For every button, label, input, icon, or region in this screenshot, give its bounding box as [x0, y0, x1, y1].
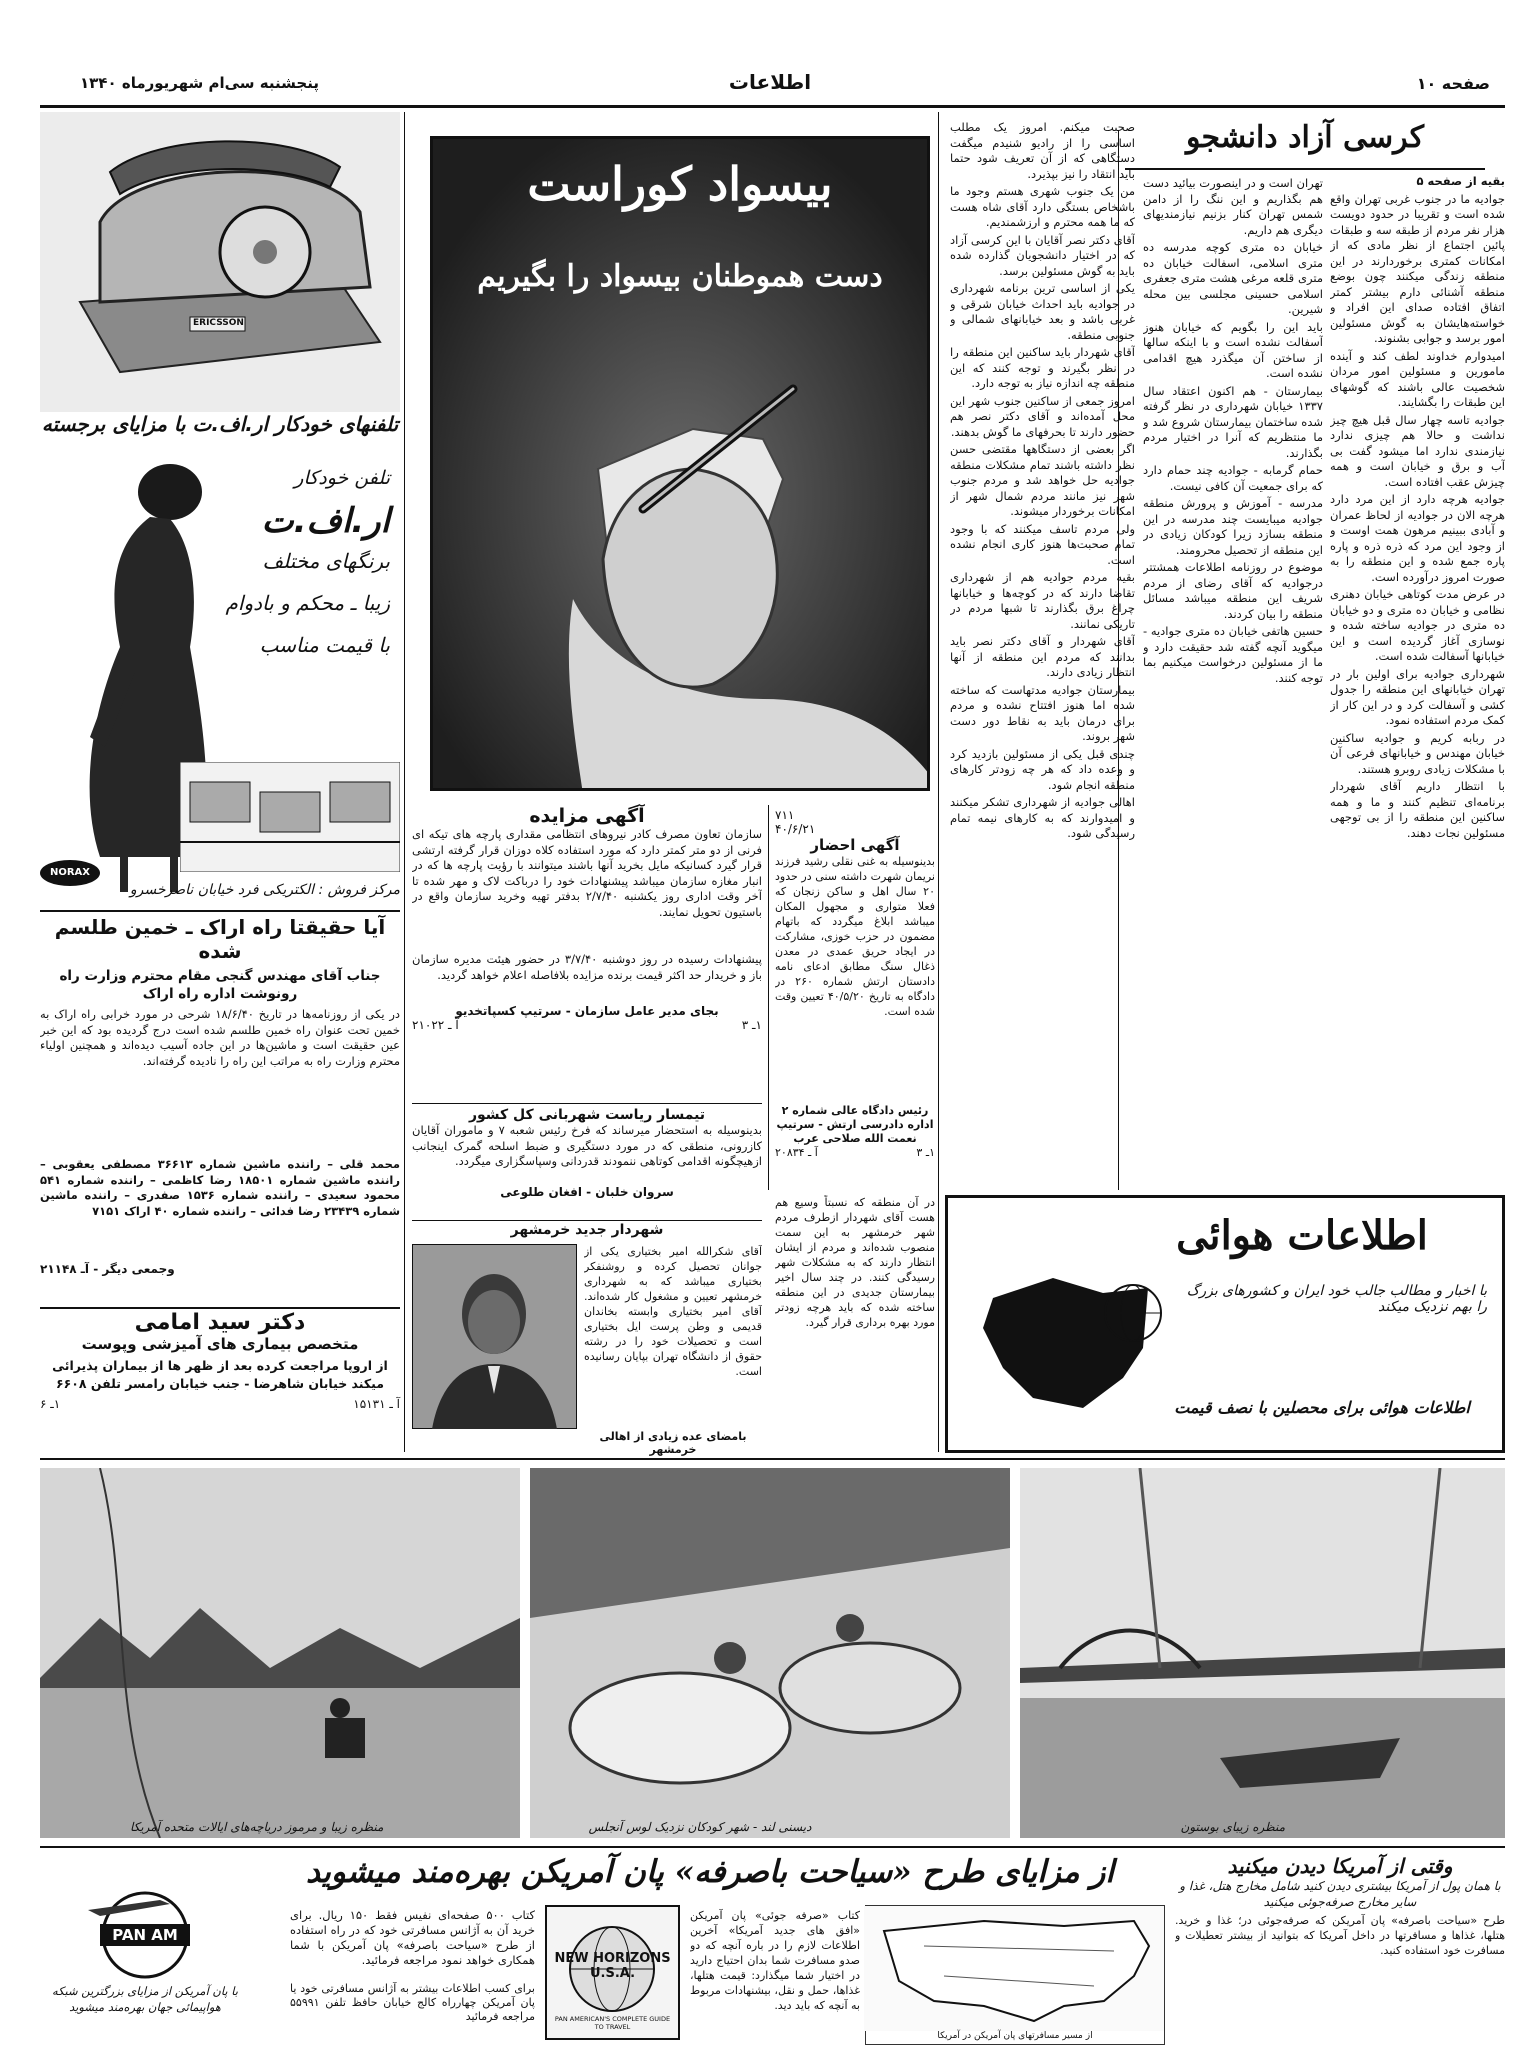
paragraph: بقيه مردم جواديه هم از شهرداری تقاضا دارند که در کوچه‌ها و خيابانها چراغ برق بگذارند تا شبها مردم در تاريکی نمانند. — [950, 570, 1135, 631]
paragraph: چندی قبل يکی از مسئولين بازديد کرد و وعده داد که هر چه زودتر کارهای منطقه انجام شود. — [950, 746, 1135, 792]
paragraph: بايد اين را بگويم که خيابان هنوز آسفالت نشده است و با اينکه سالها از ساختن آن ميگذرد هيچ اقدامی نشده است. — [1143, 319, 1323, 380]
hand-drawing — [433, 139, 930, 791]
paragraph: جواديه ما در جنوب غربی تهران واقع شده است و تقريبا در حدود دويست هزار نفر مردم از طبقه سه و طبقات پائين اجتماع از نظر مادی که از امکانات کمتری برخوردارند در اين منطقه زندگی ميکنند چون بوضع منطقه آشنائی دارم بيشتر کمتر اتفاق افتاده صدای اين افراد و خواسته‌هايشان به گوش مسئولين امور برسد و جوابی بشنوند. — [1330, 191, 1505, 345]
book-subtitle: PAN AMERICAN'S COMPLETE GUIDE TO TRAVEL — [554, 2015, 671, 2031]
ad-feature-list — [205, 467, 390, 657]
ad-slogan: تلفنهای خودکار ار.اف.ت با مزایای برجسته — [41, 412, 399, 436]
article-subhead: جناب آقای مهندس گنجی مقام محترم وزارت راه رونوشت اداره راه اراک — [59, 968, 381, 1002]
ad-subline: دست هموطنان بیسواد را بگیریم — [477, 259, 883, 294]
code-text: آ ـ ۲۱۰۲۲ — [412, 1018, 459, 1032]
paragraph: آقای شهردار بايد ساکنين اين منطقه را در نظر بگيرند و توجه کنند که اين منطقه چه اندازه نياز به توجه دارد. — [950, 345, 1135, 390]
boston-garden-scene — [1020, 1468, 1505, 1838]
boston-photo — [1020, 1468, 1505, 1838]
notice-signature: رئیس دادگاه عالی شماره ۲ اداره دادرسی ارتش - سرتیپ نعمت الله صلاحی عرب — [776, 1104, 934, 1145]
notice-codes — [412, 1018, 762, 1032]
paragraph: يکی از اساسی ترين برنامه شهرداری در جواديه بايد احداث خيابان شرقی و غربی باشد و بعد خيابانهای شمالی و جنوبی منطقه. — [950, 281, 1135, 342]
paragraph: اگر بعضی از دستگاهها مقتضی حسن نظر داشته باشند تمام مشکلات منطقه جواديه حل خواهد شد و مردم جنوب شهر نيز مانند مردم شمال شهر از امکانات برخوردار ميشوند. — [950, 442, 1135, 518]
phone-brand: ERICSSON — [193, 318, 244, 328]
dealer-line: مرکز فروش : الکتریکی فرد خیابان ناصرخسرو — [129, 882, 400, 898]
summons-date: ۴۰/۶/۲۱ — [775, 822, 816, 836]
forum-text-col1 — [1330, 174, 1505, 1189]
feature-line: زیبا ـ محکم و بادوام — [225, 591, 390, 615]
continued-article: در آن منطقه که نسبتاً وسیع هم هست آقای شهردار ازطرف مردم شهر خرمشهر به این سمت منصوب شده‌اند و مردم از ایشان انتظار دارند که به مشکلات شهر رسیدگی کنند. در چند سال اخیر بیمارستان جدیدی در این منطقه ساخته شده که باید هرچه زودتر مورد بهره برداری قرار گیرد. — [775, 1196, 935, 1329]
date-line: پنجشنبه سی‌ام شهریورماه ۱۳۴۰ — [80, 74, 319, 92]
doctor-details: از اروپا مراجعت کرده بعد از ظهر ها از بیماران پذیرائی میکند خیابان شاهرضا - جنب خیابان رامسر تلفن ۶۶۰۸ — [52, 1358, 388, 1391]
section-rule — [40, 1458, 1505, 1460]
paragraph: حسين هاتفی خيابان ده متری جواديه - ميگويد آنچه گفته شد حقيقت دارد و ما از مسئولين درخواست ميکنيم بما توجه کنند. — [1143, 624, 1323, 685]
airmail-ad — [945, 1195, 1505, 1453]
iran-map-icon — [973, 1268, 1163, 1418]
feature-line: ار.اف.ت — [261, 501, 390, 541]
notice-codes — [775, 1146, 935, 1159]
photo-caption: منظره زیبا و مرموز دریاچه‌های ایالات متحده آمریکا — [130, 1820, 384, 1834]
panam-left-block — [1175, 1854, 1505, 2044]
norax-badge: NORAX — [40, 860, 100, 886]
notice-title: آگهی احضار — [810, 836, 900, 854]
paragraph: بيمارستان جواديه مدتهاست که ساخته شده اما هنوز افتتاح نشده و مردم برای درمان بايد به نقاط دور دست شهر بروند. — [950, 682, 1135, 743]
article-signature: وجمعی دیگر - آـ ۲۱۱۴۸ — [40, 1262, 175, 1276]
doctor-specialty: متخصص بیماری های آمیزشی وپوست — [81, 1335, 359, 1353]
ad-body: طرح «سیاحت باصرفه» پان آمریکن که صرفه‌جوئی در؛ غذا و خرید. هتلها، غذاها و مسافرتها در داخل آمریکا که بتوانید از بیشتر تعطیلات و مسافرت خود استفاده کنید. — [1175, 1914, 1505, 1957]
code-text: ۱ـ ۳ — [741, 1018, 762, 1032]
article-headline: آیا حقیقتا راه اراک ـ خمین طلسم شده — [54, 915, 386, 963]
usa-map-icon — [864, 1906, 1164, 2031]
panam-ad — [40, 1850, 1505, 2045]
ad-title: وقتی از آمریکا دیدن میکنید — [1227, 1854, 1453, 1878]
notice-signature: سروان خلبان - افغان طلوعی — [500, 1185, 674, 1199]
continued-note: بقیه از صفحه ۵ — [1416, 174, 1505, 188]
notice-title: تیمسار ریاست شهربانی کل کشور — [468, 1107, 706, 1123]
notice-body: بدینوسیله به غنی نقلی رشید فرزند نریمان شهرت داشته سنی در حدود ۲۰ سال اهل و ساکن زنجان که فعلا متواری و مجهول المکان میباشد ابلاغ میگردد که باتهام مضمون در حزب خوزی، مشارکت در ایجاد حریق عمدی در معدن ذغال سنگ مطابق ادعای نامه دادستان ارتش شماره ۲۶۰ در دادگاه به تاریخ ۴۰/۵/۲۰ تعیین وقت شده است. — [775, 855, 935, 1018]
logo-text: PAN AM — [112, 1926, 178, 1944]
feature-line: برنگهای مختلف — [262, 549, 390, 573]
article-title: کرسی آزاد دانشجو — [1185, 120, 1425, 155]
notice-body: بدینوسیله به استحضار میرساند که فرخ رئیس شعبه ۷ و ماموران آقایان کازرونی، منطقی که در مورد دستگیری و ضبط اسلحه گمرک اینجانب ازهیچگونه اقدامی کوتاهی ننمودند قدردانی وسپاسگزاری میگردد. — [412, 1123, 762, 1168]
telephone-icon — [40, 112, 400, 412]
forum-text-col3 — [950, 118, 1135, 1188]
separator — [40, 1307, 400, 1309]
masthead-rule — [40, 105, 1505, 108]
notice-title: آگهی مزایده — [529, 805, 645, 827]
summons-notice — [775, 808, 935, 1188]
paragraph: خيابان ده متری کوچه مدرسه ده متری اسلامی، اسفالت خيابان ده متری قلعه مرغی هشت متری جعفری اسلامی حسينی مجلسی بين محله شيرين. — [1143, 240, 1323, 316]
guide-book — [545, 1905, 680, 2040]
ad-sub: با همان پول از آمریکا بیشتری دیدن کنید شامل مخارج هتل، غذا و سایر مخارج صرفه‌جوئی میکنید — [1179, 1879, 1501, 1909]
code-text: آ ـ ۱۵۱۳۱ — [353, 1397, 400, 1411]
illiteracy-ad — [430, 136, 930, 791]
ad-line: با اخبار و مطالب جالب خود ایران و کشورهای بزرگ را بهم نزدیک میکند — [1186, 1283, 1487, 1315]
title-underline — [1125, 168, 1485, 170]
paragraph: آقای شهردار و آقای دکتر نصر بايد بدانند که مردم اين منطقه از آنها انتظار زيادی دارند. — [950, 634, 1135, 679]
article-body: آقای شکرالله امیر بختیاری یکی از جوانان تحصیل کرده و روشنفکر بختیاری میباشد که به شهرداری خرمشهر تعیین و مشغول کار شده‌اند. آقای امیر بختیاری وابسته بخاندان قدیمی و وطن پرست ایل بختیاری است و تحصیلات خود را در رشته حقوق از دانشگاه تهران بپایان رسانیده است. — [584, 1245, 762, 1378]
ad-contact: برای کسب اطلاعات بیشتر به آژانس مسافرتی خود یا پان آمریکن چهارراه کالج خیابان حافظ تلفن ۵۵۹۹۱ مراجعه فرمائید — [290, 1982, 535, 2023]
lake-photo — [40, 1468, 520, 1838]
paragraph: در عرض مدت کوتاهی خيابان دهنری نظامی و خيابان ده متری و دو خيابان ده متری در جواديه ساخته شده و نوسازی آغاز گرديده است و اين خيابانها آسفالت شده است. — [1330, 587, 1505, 663]
auction-notice — [412, 805, 762, 1100]
paragraph: ولی مردم تاسف ميکنند که با وجود تمام صحبت‌ها هنوز کاری انجام نشده است. — [950, 521, 1135, 567]
driver-names: محمد قلی – راننده ماشین شماره ۳۶۶۱۳ مصطفی یعقوبی – راننده ماشین شماره ۱۸۵۰۱ رضا کاظمی – راننده شماره ۵۴۱ محمود سعیدی – راننده شماره ۱۵۳۶ صفدری – راننده ماشین شماره ۲۳۴۳۹ رضا فدائی – راننده شماره ۴۰ اراک ۷۱۵۱ — [40, 1157, 400, 1218]
ref-text: ۱ـ ۶ — [40, 1397, 61, 1411]
ad-headline: از مزایای طرح «سیاحت باصرفه» پان آمریکن بهره‌مند میشوید — [306, 1854, 1114, 1890]
new-mayor-article — [412, 1222, 762, 1456]
article-title: شهردار جدید خرمشهر — [510, 1222, 664, 1238]
notice-body: سازمان تعاون مصرف کادر نیروهای انتظامی مقداری پارچه های تیکه ای فرنی از دو متر کمتر دارد که مورد استفاده کلاه دوزان قرار گرفته ارتشی قرار گیرد کسانیکه مایل بخرید آنها باشند میتوانند با رؤیت پارچه ها که در انبار مغازه سازمان میباشد پیشنهادات خود را درباکت لاک و مهر شده تا آخر وقت اداری روز یکشنبه ۲/۷/۴۰ بدفتر تهیه وخرید سازمان واقع در باستیون تحویل نمایند. — [412, 827, 762, 919]
paragraph: آقای دکتر نصر آقايان با اين کرسی آزاد که در اختيار دانشجويان گذارده شده بايد به گوش مسئولين برسد. — [950, 232, 1135, 278]
doctor-code — [40, 1397, 400, 1411]
paragraph: من يک جنوب شهری هستم وجود ما باشخاص بستگی دارد آقای شاه هست که ما همه محترم و ارزشمنديم. — [950, 184, 1135, 229]
office-cartoon — [180, 762, 400, 872]
telephone-ad — [40, 112, 400, 907]
paragraph: تهران است و در اينصورت بيائيد دست هم بگذاريم و اين ننگ را از دامن شمس تهران کنار بزنيم نيازمنديهای ديگری هم داريم. — [1143, 176, 1323, 237]
paragraph: بيمارستان - هم اکنون اعتقاد سال ۱۳۳۷ خيابان شهرداری در نظر گرفته شده ساختمان بيمارستان شروع شد و ما منتظريم که آنرا در اختيار مردم بگذارند. — [1143, 383, 1323, 460]
paragraph: جواديه تاسه چهار سال قبل هيچ چيز نداشت و حالا هم چيزی ندارد نيازمندی ندارد اما ميشود گفت بی آب و برق و خيابان است و همه چيزش عقب افتاده است. — [1330, 412, 1505, 489]
ad-tagline: با پان آمریکن از مزایای بزرگترین شبکه هواپیمائی جهان بهره‌مند میشوید — [52, 1984, 238, 2014]
paragraph: شهرداری جواديه برای اولين بار در تهران خيابانهای اين منطقه را جدول کشی و آسفالت کرد و در اين کار از کمک مردم استفاده نمود. — [1330, 666, 1505, 727]
separator — [412, 1103, 762, 1104]
masthead — [40, 70, 1500, 106]
ad-mid-body: کتاب «صرفه جوئی» پان آمریکن «افق های جدید آمریکا» آخرین اطلاعات لازم را در باره آنچه که دو صدو مسافرت شما بدان احتیاج دارید در اختیار شما میگذارد: قیمت هتلها، غذاها، حمل و نقل، بیشنهادات مربوط به آنچه که باید دید. — [690, 1909, 860, 2012]
usa-map — [865, 1905, 1165, 2045]
teacup-ride-scene — [530, 1468, 1010, 1838]
separator — [40, 910, 400, 912]
separator — [412, 1220, 762, 1221]
article-signature: بامضای عده زیادی از اهالی خرمشهر — [599, 1430, 747, 1456]
notice-body-2: پیشنهادات رسیده در روز دوشنبه ۳/۷/۴۰ در حضور هیئت مدیره سازمان باز و خریدار حد اکثر قیمت برنده مزایده بلافاصله اعلام خواهد گردید. — [412, 952, 762, 982]
paragraph: امروز جمعی از ساکنين جنوب شهر اين محل آمده‌اند و آقای دکتر نصر هم حضور دارند تا بحرفهای ما گوش بدهند. — [950, 393, 1135, 439]
lake-scene — [40, 1468, 520, 1838]
column-divider — [404, 112, 405, 1452]
doctor-ad — [40, 1310, 400, 1445]
map-caption: از مسیر مسافرتهای پان آمریکن در آمریکا — [937, 2031, 1093, 2041]
paragraph: مدرسه - آموزش و پرورش منطقه جواديه ميبايست چند مدرسه در اين منطقه بسازد زيرا کودکان زيادی در اين منطقه از تحصيل محرومند. — [1143, 496, 1323, 557]
disneyland-photo — [530, 1468, 1010, 1838]
feature-line: تلفن خودکار — [294, 467, 390, 489]
student-forum-article — [945, 118, 1505, 1190]
page-number: صفحه ۱۰ — [1416, 74, 1490, 93]
doctor-name: دکتر سید امامی — [134, 1310, 306, 1335]
feature-line: با قیمت مناسب — [259, 633, 390, 657]
code-text: آ ـ ۲۰۸۳۴ — [775, 1146, 818, 1159]
book-title: NEW HORIZONS U.S.A. — [554, 1951, 671, 1981]
paragraph: موضوع در روزنامه اطلاعات همشتتر درجواديه که آقای رضای از مردم شريف اين منطقه ميباشد مسائل منطقه را بيان کردند. — [1143, 560, 1323, 621]
paragraph: در ربابه کريم و جواديه ساکنين خيابان مهندس و خيابانهای فرعی آن با مشکلات زيادی روبرو هستند. — [1330, 730, 1505, 776]
arak-road-article — [40, 915, 400, 1305]
summons-ref: ۷۱۱ — [775, 808, 795, 822]
paragraph: حمام گرمابه - جواديه چند حمام دارد که برای جمعيت آن کافی نيست. — [1143, 463, 1323, 493]
panam-logo — [80, 1890, 210, 1980]
column-divider — [768, 805, 769, 1190]
paragraph: صحبت ميکنم. امروز يک مطلب اساسی را از راديو شنيدم ميگفت دستگاهی که از آن تعريف شود حتما بايد انتقاد را نيز بپذيرد. — [950, 120, 1135, 181]
paragraph: اميدوارم خداوند لطف کند و آينده مامورين و مسئولين امور مردان شخصيت عالی باشند که گوشهای اين طبقات را بگشايند. — [1330, 348, 1505, 409]
paragraph: جواديه هرچه دارد از اين مرد دارد هرچه الان در جواديه از لحاظ عمران و آبادی ببينيم مرهون همت اوست و از وجود اين مرد که ذره ذره و پاره پاره جمع شده و اين منطقه را به صورت امروز درآورده است. — [1330, 492, 1505, 584]
photo-caption: دیسنی لند - شهر کودکان نزدیک لوس آنجلس — [588, 1820, 812, 1834]
forum-text-col2 — [1143, 174, 1323, 1189]
code-text: ۱ـ ۳ — [916, 1146, 935, 1159]
ad-right-body: کتاب ۵۰۰ صفحه‌ای نفیس فقط ۱۵۰ ریال. برای خرید آن به آژانس مسافرتی خود که در راه استفاده از طرح «سیاحت باصرفه» پان آمریکن با شما همکاری خواهد نمود مراجعه فرمائید. — [290, 1908, 535, 1967]
notice-signature: بجای مدیر عامل سازمان - سرتیپ کسپاتخدیو — [455, 1004, 719, 1018]
mayor-portrait — [412, 1244, 577, 1429]
police-notice — [412, 1107, 762, 1217]
column-divider — [938, 112, 939, 1452]
paragraph: با انتظار داريم آقای شهردار برنامه‌ای تنظيم کنند و ما و همه ساکنين اين منطقه را از بی توجهی مسئولين نجات دهند. — [1330, 779, 1505, 840]
section-rule — [40, 1846, 1505, 1848]
ad-line: اطلاعات هوائی برای محصلین با نصف قیمت — [1174, 1398, 1470, 1417]
article-body: در یکی از روزنامه‌ها در تاریخ ۱۸/۶/۴۰ شرحی در مورد خرابی راه اراک به خمین تحت عنوان راه خمین طلسم شده است درج گردیده بود که این خبر عین حقیقت است و ماشین‌ها در این جاده آسیب دیده‌اند و همچنین اولیاء محترم وزارت راه به مراتب این راه را نادیده گرفته‌اند. — [40, 1007, 400, 1068]
paper-name: اطلاعات — [728, 70, 812, 94]
paragraph: اهالی جواديه از شهرداری تشکر ميکنند و اميدوارند که به کارهای نيمه تمام رسيدگی شود. — [950, 795, 1135, 840]
ad-headline: بیسواد کوراست — [527, 157, 833, 211]
ad-title: اطلاعات هوائی — [1176, 1212, 1428, 1259]
photo-caption: منظره زیبای بوستون — [1180, 1820, 1285, 1834]
